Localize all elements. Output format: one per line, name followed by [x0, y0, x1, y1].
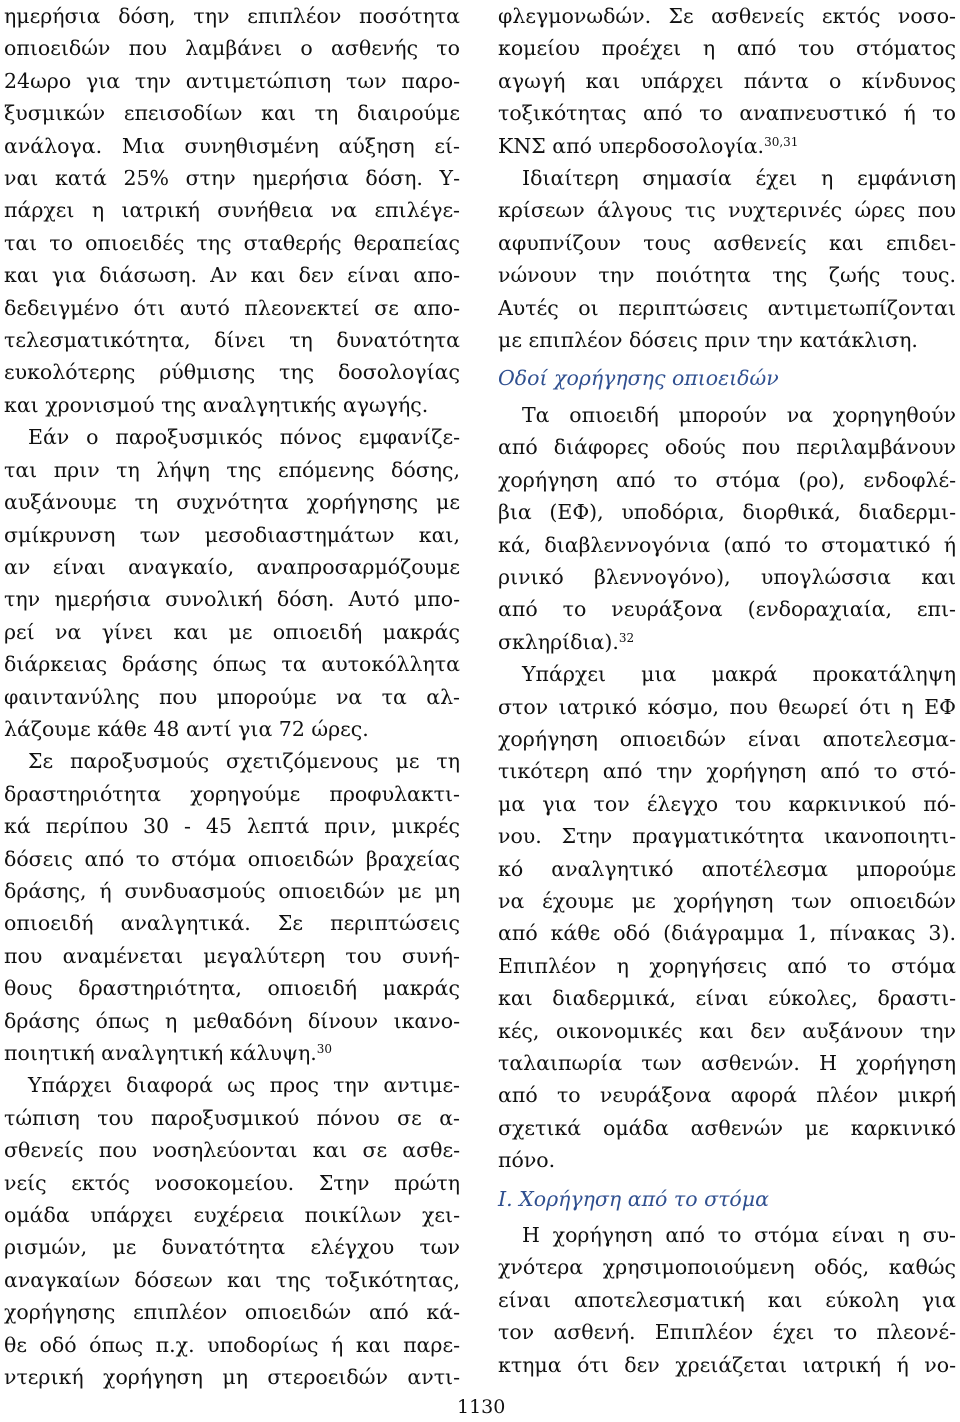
text-line: στον ιατρικό κόσμο, που θεωρεί ότι η ΕΦ: [498, 694, 956, 719]
text-line: ντερική χορήγηση μη στεροειδών αντι-: [4, 1365, 460, 1390]
text-line: τοξικότητας από το αναπνευστικό ή το: [498, 101, 956, 126]
text-line-with-reference: [498, 130, 956, 162]
text-line: χορήγηση από το στόμα (ρο), ενδοφλέ-: [498, 467, 956, 492]
text-line: ταλαιπωρία των ασθενών. Η χορήγηση: [498, 1051, 956, 1075]
text-line: φαιντανύλης που μπορούμε να τα αλ-: [4, 684, 460, 709]
text-line: Τα οπιοειδή μπορούν να χορηγηθούν: [522, 402, 956, 427]
text-line: νου. Στην πραγματικότητα ικανοποιητι-: [498, 824, 956, 849]
text-line: αγωγή και υπάρχει πάντα ο κίνδυνος: [498, 68, 956, 93]
text-line: ομάδα υπάρχει ευχέρεια ποικίλων χει-: [4, 1203, 460, 1228]
text-line: χορήγηση οπιοειδών είναι αποτελεσμα-: [498, 726, 956, 751]
text-line: Αυτές οι περιπτώσεις αντιμετωπίζονται: [498, 295, 956, 320]
text-line: θους δραστηριότητα, οπιοειδή μακράς: [4, 976, 460, 1001]
text-line: Σε παροξυσμούς σχετιζόμενους με τη: [28, 749, 460, 774]
left-column: [4, 0, 460, 1393]
text-line: ναι κατά 25% στην ημερήσια δόση. Υ-: [4, 166, 460, 191]
text-line: πόνο.: [498, 1148, 556, 1173]
text-line: ποιητική αναλγητική κάλυψη.: [4, 1041, 317, 1065]
text-line-with-reference: [498, 626, 956, 658]
text-line: τώπιση του παροξυσμικού πόνου σε α-: [4, 1105, 460, 1130]
text-line: Εάν ο παροξυσμικός πόνος εμφανίζε-: [28, 425, 460, 450]
text-line: χνότερα χρησιμοποιούμενη οδός, καθώς: [498, 1255, 956, 1280]
section-heading-oral: Ι. Χορήγηση από το στόμα: [498, 1186, 769, 1211]
text-line: δεδειγμένο ότι αυτό πλεονεκτεί σε απο-: [4, 295, 460, 320]
text-line: χορήγησης επιπλέον οπιοειδών από κά-: [4, 1300, 460, 1325]
text-line: διάρκειας δράσης όπως τα αυτοκόλλητα: [4, 652, 460, 677]
text-line: κρίσεων άλγους τις νυχτερινές ώρες που: [498, 198, 956, 223]
text-line: και για διάσωση. Αν και δεν είναι απο-: [4, 263, 460, 288]
text-line: Υπάρχει μια μακρά προκατάληψη: [522, 662, 956, 687]
text-line: βια (ΕΦ), υποδόρια, διορθικά, διαδερμι-: [498, 500, 956, 525]
text-line: με επιπλέον δόσεις πριν την κατάκλιση.: [498, 328, 918, 353]
text-line: σθενείς που νοσηλεύονται και σε ασθε-: [4, 1138, 460, 1163]
text-line: οπιοειδή αναλγητικά. Σε περιπτώσεις: [4, 911, 460, 936]
citation-reference: 32: [618, 630, 635, 645]
text-line: ΚΝΣ από υπερδοσολογία.: [498, 133, 765, 158]
text-line: την ημερήσια συνολική δόση. Αυτό μπο-: [4, 587, 460, 612]
text-line: τικότερη από την χορήγηση από το στό-: [498, 759, 956, 784]
text-line: ται το οπιοειδές της σταθερής θεραπείας: [4, 230, 460, 255]
text-line: σμίκρυνση των μεσοδιαστημάτων και,: [4, 522, 460, 547]
text-line: λάζουμε κάθε 48 αντί για 72 ώρες.: [4, 716, 369, 741]
text-line: Υπάρχει διαφορά ως προς την αντιμε-: [28, 1073, 460, 1098]
text-line: από το νευράξονα (ενδοραχιαία, επι-: [498, 597, 956, 622]
text-line: από το νευράξονα αφορά πλέον μικρή: [498, 1083, 956, 1108]
text-line: ται πριν τη λήψη της επόμενης δόσης,: [4, 457, 460, 482]
text-line: νώνουν την ποιότητα της ζωής τους.: [498, 263, 956, 288]
text-line: ανάλογα. Μια συνηθισμένη αύξηση εί-: [4, 133, 460, 158]
text-line: από διάφορες οδούς που περιλαμβάνουν: [498, 435, 956, 460]
citation-reference: 30,31: [764, 134, 799, 149]
text-line: είναι αποτελεσματική και εύκολη για: [498, 1287, 956, 1312]
right-column: [498, 0, 956, 1381]
section-heading-routes: Οδοί χορήγησης οπιοειδών: [498, 366, 779, 391]
text-line: ρισμών, με δυνατότητα ελέγχου των: [4, 1235, 460, 1260]
citation-reference: 30: [316, 1042, 333, 1056]
text-line-with-reference: [4, 1037, 460, 1069]
text-line: τον ασθενή. Επιπλέον έχει το πλεονέ-: [498, 1320, 956, 1345]
text-line: και χρονισμού της αναλγητικής αγωγής.: [4, 392, 429, 417]
text-line: κές, οικονομικές και δεν αυξάνουν την: [498, 1018, 956, 1043]
text-line: θε οδό όπως π.χ. υποδορίως ή και παρε-: [4, 1332, 460, 1357]
text-line: ημερήσια δόση, την επιπλέον ποσότητα: [4, 4, 460, 28]
text-line: αναγκαίων δόσεων και της τοξικότητας,: [4, 1267, 460, 1292]
text-line: Επιπλέον η χορηγήσεις από το στόμα: [498, 953, 956, 978]
text-line: ευκολότερης ρύθμισης της δοσολογίας: [4, 360, 460, 385]
text-line: ρινικό βλεννογόνο), υπογλώσσια και: [498, 564, 956, 589]
text-line: Ιδιαίτερη σημασία έχει η εμφάνιση: [522, 166, 956, 191]
text-line: πάρχει η ιατρική συνήθεια να επιλέγε-: [4, 198, 460, 223]
text-line: ρεί να γίνει και με οπιοειδή μακράς: [4, 619, 460, 644]
text-line: δράσης όπως η μεθαδόνη δίνουν ικανο-: [4, 1008, 460, 1033]
text-line: κό αναλγητικό αποτέλεσμα μπορούμε: [498, 856, 956, 881]
text-line: σχετικά ομάδα ασθενών με καρκινικό: [498, 1115, 956, 1140]
text-line: να έχουμε με χορήγηση των οπιοειδών: [498, 888, 956, 913]
text-line: νείς εκτός νοσοκομείου. Στην πρώτη: [4, 1170, 460, 1195]
page-number: 1130: [457, 1396, 506, 1418]
text-line: αν είναι αναγκαίο, αναπροσαρμόζουμε: [4, 554, 460, 579]
text-line: φλεγμονωδών. Σε ασθενείς εκτός νοσο-: [498, 4, 956, 28]
text-line: τελεσματικότητα, δίνει τη δυνατότητα: [4, 328, 460, 353]
text-line: δραστηριότητα χορηγούμε προφυλακτι-: [4, 781, 460, 806]
text-line: σκληρίδια).: [498, 629, 619, 654]
text-line: ξυσμικών επεισοδίων και τη διαιρούμε: [4, 101, 460, 126]
text-line: κά, διαβλεννογόνια (από το στοματικό ή: [498, 532, 956, 557]
text-line: αφυπνίζουν τους ασθενείς και επιδει-: [498, 230, 956, 255]
text-line: και διαδερμικά, είναι εύκολες, δραστι-: [498, 986, 956, 1011]
text-line: Η χορήγηση από το στόμα είναι η συ-: [522, 1223, 956, 1248]
text-line: κτημα ότι δεν χρειάζεται ιατρική ή νο-: [498, 1352, 956, 1377]
text-line: δράσης, ή συνδυασμούς οπιοειδών με μη: [4, 878, 460, 903]
text-line: αυξάνουμε τη συχνότητα χορήγησης με: [4, 490, 460, 515]
text-line: 24ωρο για την αντιμετώπιση των παρο-: [4, 68, 460, 93]
text-line: που αναμένεται μεγαλύτερη του συνή-: [4, 943, 460, 968]
text-line: κομείου προέχει η από του στόματος: [498, 36, 956, 61]
text-line: κά περίπου 30 - 45 λεπτά πριν, μικρές: [4, 814, 460, 839]
text-line: οπιοειδών που λαμβάνει ο ασθενής το: [4, 36, 460, 61]
text-line: μα για τον έλεγχο του καρκινικού πό-: [498, 791, 956, 816]
text-line: δόσεις από το στόμα οπιοειδών βραχείας: [4, 846, 460, 871]
text-line: από κάθε οδό (διάγραμμα 1, πίνακας 3).: [498, 921, 956, 946]
